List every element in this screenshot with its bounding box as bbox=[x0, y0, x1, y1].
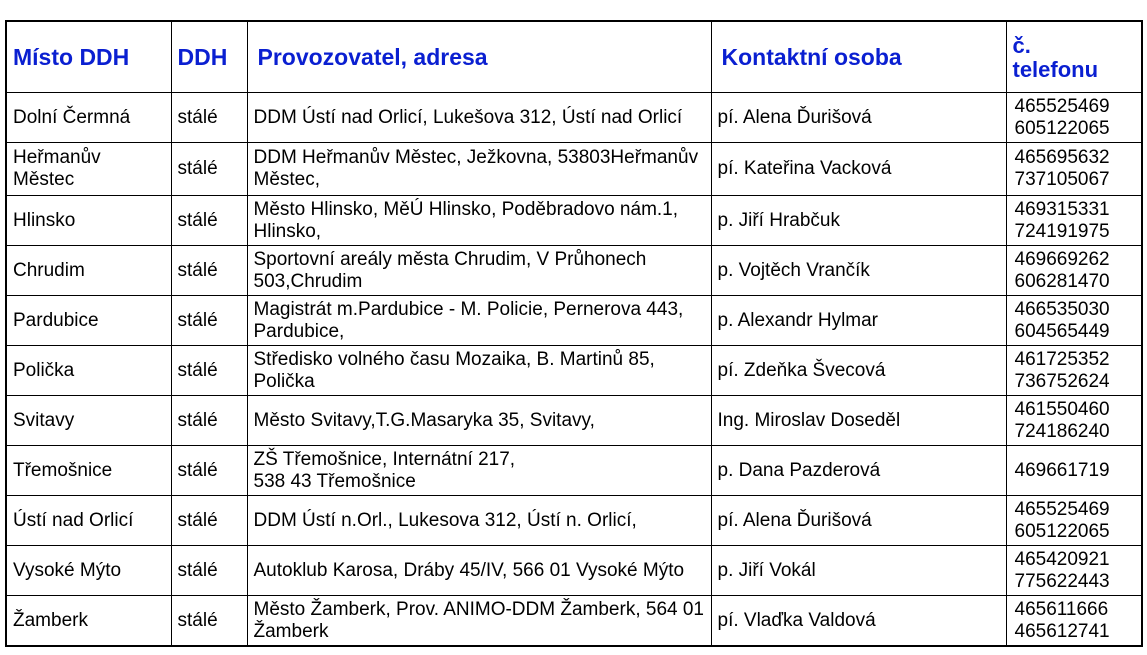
cell-mesto: Chrudim bbox=[6, 246, 171, 296]
table-row bbox=[6, 546, 1142, 596]
cell-telefon bbox=[1006, 546, 1142, 596]
cell-telefon bbox=[1006, 496, 1142, 546]
cell-mesto: Žamberk bbox=[6, 596, 171, 647]
header-kontakt: Kontaktní osoba bbox=[711, 21, 1006, 93]
cell-adresa: Město Hlinsko, MěÚ Hlinsko, Poděbradovo nám.1, Hlinsko, bbox=[247, 196, 711, 246]
cell-mesto: Svitavy bbox=[6, 396, 171, 446]
phone-number: 465420921 bbox=[1014, 548, 1110, 570]
header-telefon-line2: telefonu bbox=[1012, 57, 1099, 82]
phone-number: 465525469 bbox=[1014, 498, 1110, 520]
table-row bbox=[6, 596, 1142, 647]
table-row bbox=[6, 396, 1142, 446]
cell-kontakt: pí. Kateřina Vacková bbox=[711, 143, 1006, 196]
header-ddh: DDH bbox=[171, 21, 247, 93]
cell-ddh: stálé bbox=[171, 446, 247, 496]
cell-telefon bbox=[1006, 246, 1142, 296]
cell-ddh: stálé bbox=[171, 396, 247, 446]
table-row bbox=[6, 346, 1142, 396]
table-row bbox=[6, 143, 1142, 196]
phone-number: 724186240 bbox=[1014, 420, 1110, 442]
cell-kontakt: p. Jiří Vokál bbox=[711, 546, 1006, 596]
cell-telefon bbox=[1006, 143, 1142, 196]
cell-ddh: stálé bbox=[171, 596, 247, 647]
cell-adresa: Sportovní areály města Chrudim, V Průhonech 503,Chrudim bbox=[247, 246, 711, 296]
cell-ddh: stálé bbox=[171, 143, 247, 196]
cell-telefon bbox=[1006, 93, 1142, 143]
table-row bbox=[6, 246, 1142, 296]
phone-number: 469669262 bbox=[1014, 248, 1110, 270]
header-telefon-line1: č. bbox=[1012, 33, 1031, 58]
phone-number: 606281470 bbox=[1014, 270, 1110, 292]
cell-adresa: ZŠ Třemošnice, Internátní 217, 538 43 Třemošnice bbox=[247, 446, 711, 496]
phone-number: 465695632 bbox=[1014, 147, 1110, 168]
cell-telefon bbox=[1006, 346, 1142, 396]
cell-adresa: Autoklub Karosa, Dráby 45/IV, 566 01 Vysoké Mýto bbox=[247, 546, 711, 596]
ddh-table-wrapper bbox=[5, 20, 1143, 647]
phone-number: 775622443 bbox=[1014, 570, 1110, 592]
cell-mesto: Třemošnice bbox=[6, 446, 171, 496]
cell-adresa: Středisko volného času Mozaika, B. Martinů 85, Polička bbox=[247, 346, 711, 396]
cell-adresa: DDM Ústí n.Orl., Lukesova 312, Ústí n. Orlicí, bbox=[247, 496, 711, 546]
cell-mesto: Polička bbox=[6, 346, 171, 396]
cell-mesto: Heřmanův Městec bbox=[6, 143, 171, 196]
cell-telefon bbox=[1006, 596, 1142, 647]
phone-number: 465525469 bbox=[1014, 95, 1110, 117]
table-row bbox=[6, 196, 1142, 246]
phone-number: 724191975 bbox=[1014, 220, 1110, 242]
cell-ddh: stálé bbox=[171, 346, 247, 396]
cell-mesto: Pardubice bbox=[6, 296, 171, 346]
phone-number: 736752624 bbox=[1014, 370, 1110, 392]
cell-ddh: stálé bbox=[171, 93, 247, 143]
cell-kontakt: p. Alexandr Hylmar bbox=[711, 296, 1006, 346]
phone-number: 737105067 bbox=[1014, 169, 1110, 190]
ddh-table bbox=[5, 20, 1143, 647]
table-row bbox=[6, 93, 1142, 143]
cell-kontakt: pí. Zdeňka Švecová bbox=[711, 346, 1006, 396]
table-row bbox=[6, 446, 1142, 496]
cell-kontakt: Ing. Miroslav Doseděl bbox=[711, 396, 1006, 446]
cell-kontakt: pí. Alena Ďurišová bbox=[711, 496, 1006, 546]
phone-number: 469315331 bbox=[1014, 198, 1110, 220]
phone-number: 461550460 bbox=[1014, 398, 1110, 420]
cell-ddh: stálé bbox=[171, 196, 247, 246]
cell-kontakt: p. Dana Pazderová bbox=[711, 446, 1006, 496]
cell-kontakt: p. Vojtěch Vrančík bbox=[711, 246, 1006, 296]
cell-adresa: DDM Heřmanův Městec, Ježkovna, 53803Heřmanův Městec, bbox=[247, 143, 711, 196]
phone-number: 465611666 bbox=[1014, 598, 1109, 620]
phone-number: 469661719 bbox=[1014, 459, 1110, 481]
header-row bbox=[6, 21, 1142, 93]
header-provozovatel: Provozovatel, adresa bbox=[247, 21, 711, 93]
cell-kontakt: pí. Alena Ďurišová bbox=[711, 93, 1006, 143]
phone-number: 466535030 bbox=[1014, 298, 1110, 320]
cell-ddh: stálé bbox=[171, 496, 247, 546]
header-telefon bbox=[1006, 21, 1142, 93]
phone-number: 465612741 bbox=[1014, 620, 1110, 642]
cell-mesto: Dolní Čermná bbox=[6, 93, 171, 143]
cell-telefon bbox=[1006, 396, 1142, 446]
cell-adresa: DDM Ústí nad Orlicí, Lukešova 312, Ústí nad Orlicí bbox=[247, 93, 711, 143]
phone-number: 605122065 bbox=[1014, 520, 1110, 542]
cell-ddh: stálé bbox=[171, 296, 247, 346]
phone-number: 605122065 bbox=[1014, 117, 1110, 139]
cell-telefon bbox=[1006, 296, 1142, 346]
cell-adresa: Město Svitavy,T.G.Masaryka 35, Svitavy, bbox=[247, 396, 711, 446]
phone-number: 604565449 bbox=[1014, 320, 1110, 342]
table-row bbox=[6, 296, 1142, 346]
cell-mesto: Hlinsko bbox=[6, 196, 171, 246]
cell-telefon bbox=[1006, 196, 1142, 246]
cell-telefon bbox=[1006, 446, 1142, 496]
cell-ddh: stálé bbox=[171, 546, 247, 596]
cell-mesto: Vysoké Mýto bbox=[6, 546, 171, 596]
header-mesto: Místo DDH bbox=[6, 21, 171, 93]
cell-kontakt: p. Jiří Hrabčuk bbox=[711, 196, 1006, 246]
cell-adresa: Město Žamberk, Prov. ANIMO-DDM Žamberk, 564 01 Žamberk bbox=[247, 596, 711, 647]
table-row bbox=[6, 496, 1142, 546]
cell-adresa: Magistrát m.Pardubice - M. Policie, Pernerova 443, Pardubice, bbox=[247, 296, 711, 346]
cell-ddh: stálé bbox=[171, 246, 247, 296]
cell-kontakt: pí. Vlaďka Valdová bbox=[711, 596, 1006, 647]
phone-number: 461725352 bbox=[1014, 348, 1110, 370]
cell-mesto: Ústí nad Orlicí bbox=[6, 496, 171, 546]
